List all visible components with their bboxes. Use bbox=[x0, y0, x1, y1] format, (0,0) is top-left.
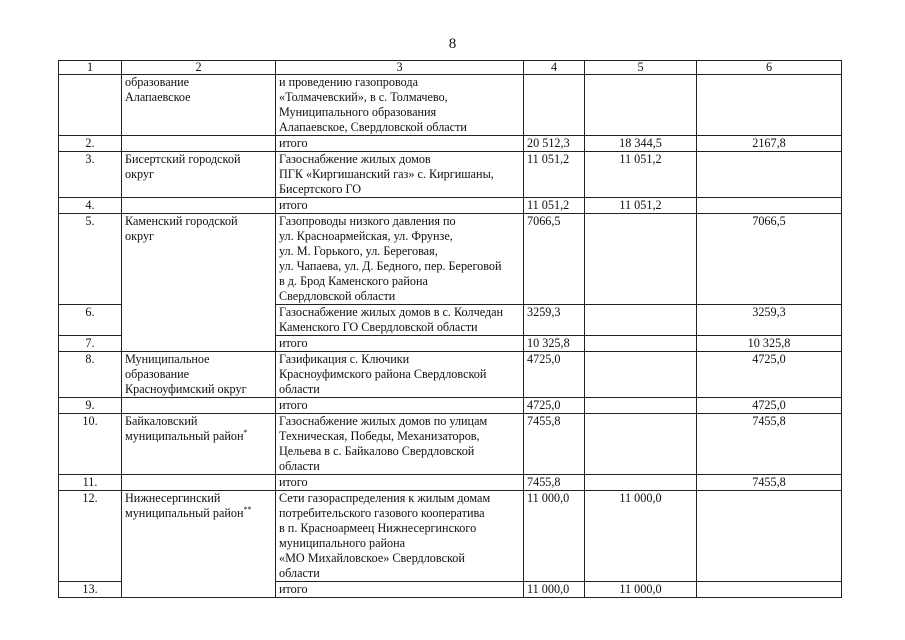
table-row bbox=[59, 198, 842, 214]
footnote-mark: * bbox=[243, 427, 248, 437]
amount-col5-cell: 18 344,5 bbox=[585, 136, 697, 152]
amount-col4-cell: 7455,8 bbox=[524, 475, 585, 491]
amount-col4-cell: 11 000,0 bbox=[524, 491, 585, 582]
project-cell: и проведению газопровода «Толмачевский», в с. Толмачево, Муниципального образования Алапаевское, Свердловской области bbox=[276, 75, 524, 136]
row-number-cell: 10. bbox=[59, 414, 122, 475]
amount-col4-cell: 4725,0 bbox=[524, 352, 585, 398]
amount-col6-cell: 7455,8 bbox=[697, 475, 842, 491]
amount-col4-cell: 7066,5 bbox=[524, 214, 585, 305]
project-cell: Сети газораспределения к жилым домам потребительского газового кооператива в п. Красноармеец Нижнесергинского муниципального района «МО Михайловское» Свердловской области bbox=[276, 491, 524, 582]
row-number-cell: 9. bbox=[59, 398, 122, 414]
amount-col6-cell bbox=[697, 491, 842, 582]
amount-col5-cell bbox=[585, 305, 697, 336]
amount-col4-cell bbox=[524, 75, 585, 136]
amount-col5-cell: 11 000,0 bbox=[585, 491, 697, 582]
table-row bbox=[59, 152, 842, 198]
row-number-cell: 12. bbox=[59, 491, 122, 582]
row-number-cell: 3. bbox=[59, 152, 122, 198]
amount-col4-cell: 3259,3 bbox=[524, 305, 585, 336]
municipality-cell: Муниципальное образование Красноуфимский округ bbox=[122, 352, 276, 398]
municipality-cell: образование Алапаевское bbox=[122, 75, 276, 136]
amount-col4-cell: 4725,0 bbox=[524, 398, 585, 414]
project-cell: Газификация с. Ключики Красноуфимского района Свердловской области bbox=[276, 352, 524, 398]
amount-col4-cell: 7455,8 bbox=[524, 414, 585, 475]
amount-col5-cell bbox=[585, 214, 697, 305]
municipality-cell bbox=[122, 398, 276, 414]
amount-col5-cell: 11 051,2 bbox=[585, 198, 697, 214]
amount-col4-cell: 20 512,3 bbox=[524, 136, 585, 152]
amount-col6-cell bbox=[697, 75, 842, 136]
table-row bbox=[59, 491, 842, 582]
amount-col6-cell: 4725,0 bbox=[697, 352, 842, 398]
amount-col4-cell: 11 051,2 bbox=[524, 152, 585, 198]
table-row bbox=[59, 414, 842, 475]
amount-col6-cell bbox=[697, 152, 842, 198]
row-number-cell: 7. bbox=[59, 336, 122, 352]
amount-col5-cell bbox=[585, 75, 697, 136]
row-number-cell: 2. bbox=[59, 136, 122, 152]
project-cell: Газопроводы низкого давления по ул. Красноармейская, ул. Фрунзе, ул. М. Горького, ул. Береговая, ул. Чапаева, ул. Д. Бедного, пер. Береговой в д. Брод Каменского района Свердловской области bbox=[276, 214, 524, 305]
municipality-cell: Каменский городской округ bbox=[122, 214, 276, 352]
municipality-cell bbox=[122, 491, 276, 598]
column-header-6: 6 bbox=[697, 61, 842, 75]
amount-col6-cell bbox=[697, 198, 842, 214]
row-number-cell: 8. bbox=[59, 352, 122, 398]
table-row bbox=[59, 136, 842, 152]
row-number-cell: 11. bbox=[59, 475, 122, 491]
header-row bbox=[59, 61, 842, 75]
row-number-cell bbox=[59, 75, 122, 136]
row-number-cell: 4. bbox=[59, 198, 122, 214]
amount-col6-cell: 2167,8 bbox=[697, 136, 842, 152]
amount-col4-cell: 10 325,8 bbox=[524, 336, 585, 352]
municipality-cell bbox=[122, 475, 276, 491]
project-cell: Газоснабжение жилых домов в с. Колчедан Каменского ГО Свердловской области bbox=[276, 305, 524, 336]
project-cell: итого bbox=[276, 582, 524, 598]
amount-col5-cell: 11 000,0 bbox=[585, 582, 697, 598]
municipality-cell: Бисертский городской округ bbox=[122, 152, 276, 198]
amount-col5-cell bbox=[585, 475, 697, 491]
amount-col6-cell: 4725,0 bbox=[697, 398, 842, 414]
amount-col6-cell: 10 325,8 bbox=[697, 336, 842, 352]
row-number-cell: 5. bbox=[59, 214, 122, 305]
project-cell: итого bbox=[276, 136, 524, 152]
page-number: 8 bbox=[448, 36, 457, 52]
table-row bbox=[59, 475, 842, 491]
row-number-cell: 6. bbox=[59, 305, 122, 336]
municipality-name: Байкаловский муниципальный район bbox=[125, 414, 244, 443]
project-cell: Газоснабжение жилых домов по улицам Техническая, Победы, Механизаторов, Цельева в с. Байкалово Свердловской области bbox=[276, 414, 524, 475]
project-cell: итого bbox=[276, 398, 524, 414]
column-header-5: 5 bbox=[585, 61, 697, 75]
column-header-3: 3 bbox=[276, 61, 524, 75]
data-table bbox=[58, 60, 842, 598]
project-cell: итого bbox=[276, 475, 524, 491]
table-row bbox=[59, 214, 842, 305]
table-row bbox=[59, 352, 842, 398]
municipality-cell bbox=[122, 136, 276, 152]
amount-col6-cell: 7455,8 bbox=[697, 414, 842, 475]
footnote-mark: ** bbox=[243, 504, 252, 514]
table-row bbox=[59, 75, 842, 136]
column-header-2: 2 bbox=[122, 61, 276, 75]
column-header-1: 1 bbox=[59, 61, 122, 75]
project-cell: Газоснабжение жилых домов ПГК «Киргишанский газ» с. Киргишаны, Бисертского ГО bbox=[276, 152, 524, 198]
row-number-cell: 13. bbox=[59, 582, 122, 598]
amount-col5-cell: 11 051,2 bbox=[585, 152, 697, 198]
municipality-name: Нижнесергинский муниципальный район bbox=[125, 491, 244, 520]
amount-col5-cell bbox=[585, 398, 697, 414]
project-cell: итого bbox=[276, 336, 524, 352]
project-cell: итого bbox=[276, 198, 524, 214]
table-row bbox=[59, 398, 842, 414]
municipality-cell bbox=[122, 414, 276, 475]
amount-col4-cell: 11 000,0 bbox=[524, 582, 585, 598]
amount-col5-cell bbox=[585, 414, 697, 475]
amount-col6-cell: 7066,5 bbox=[697, 214, 842, 305]
column-header-4: 4 bbox=[524, 61, 585, 75]
amount-col6-cell: 3259,3 bbox=[697, 305, 842, 336]
amount-col5-cell bbox=[585, 336, 697, 352]
amount-col6-cell bbox=[697, 582, 842, 598]
municipality-cell bbox=[122, 198, 276, 214]
amount-col5-cell bbox=[585, 352, 697, 398]
amount-col4-cell: 11 051,2 bbox=[524, 198, 585, 214]
